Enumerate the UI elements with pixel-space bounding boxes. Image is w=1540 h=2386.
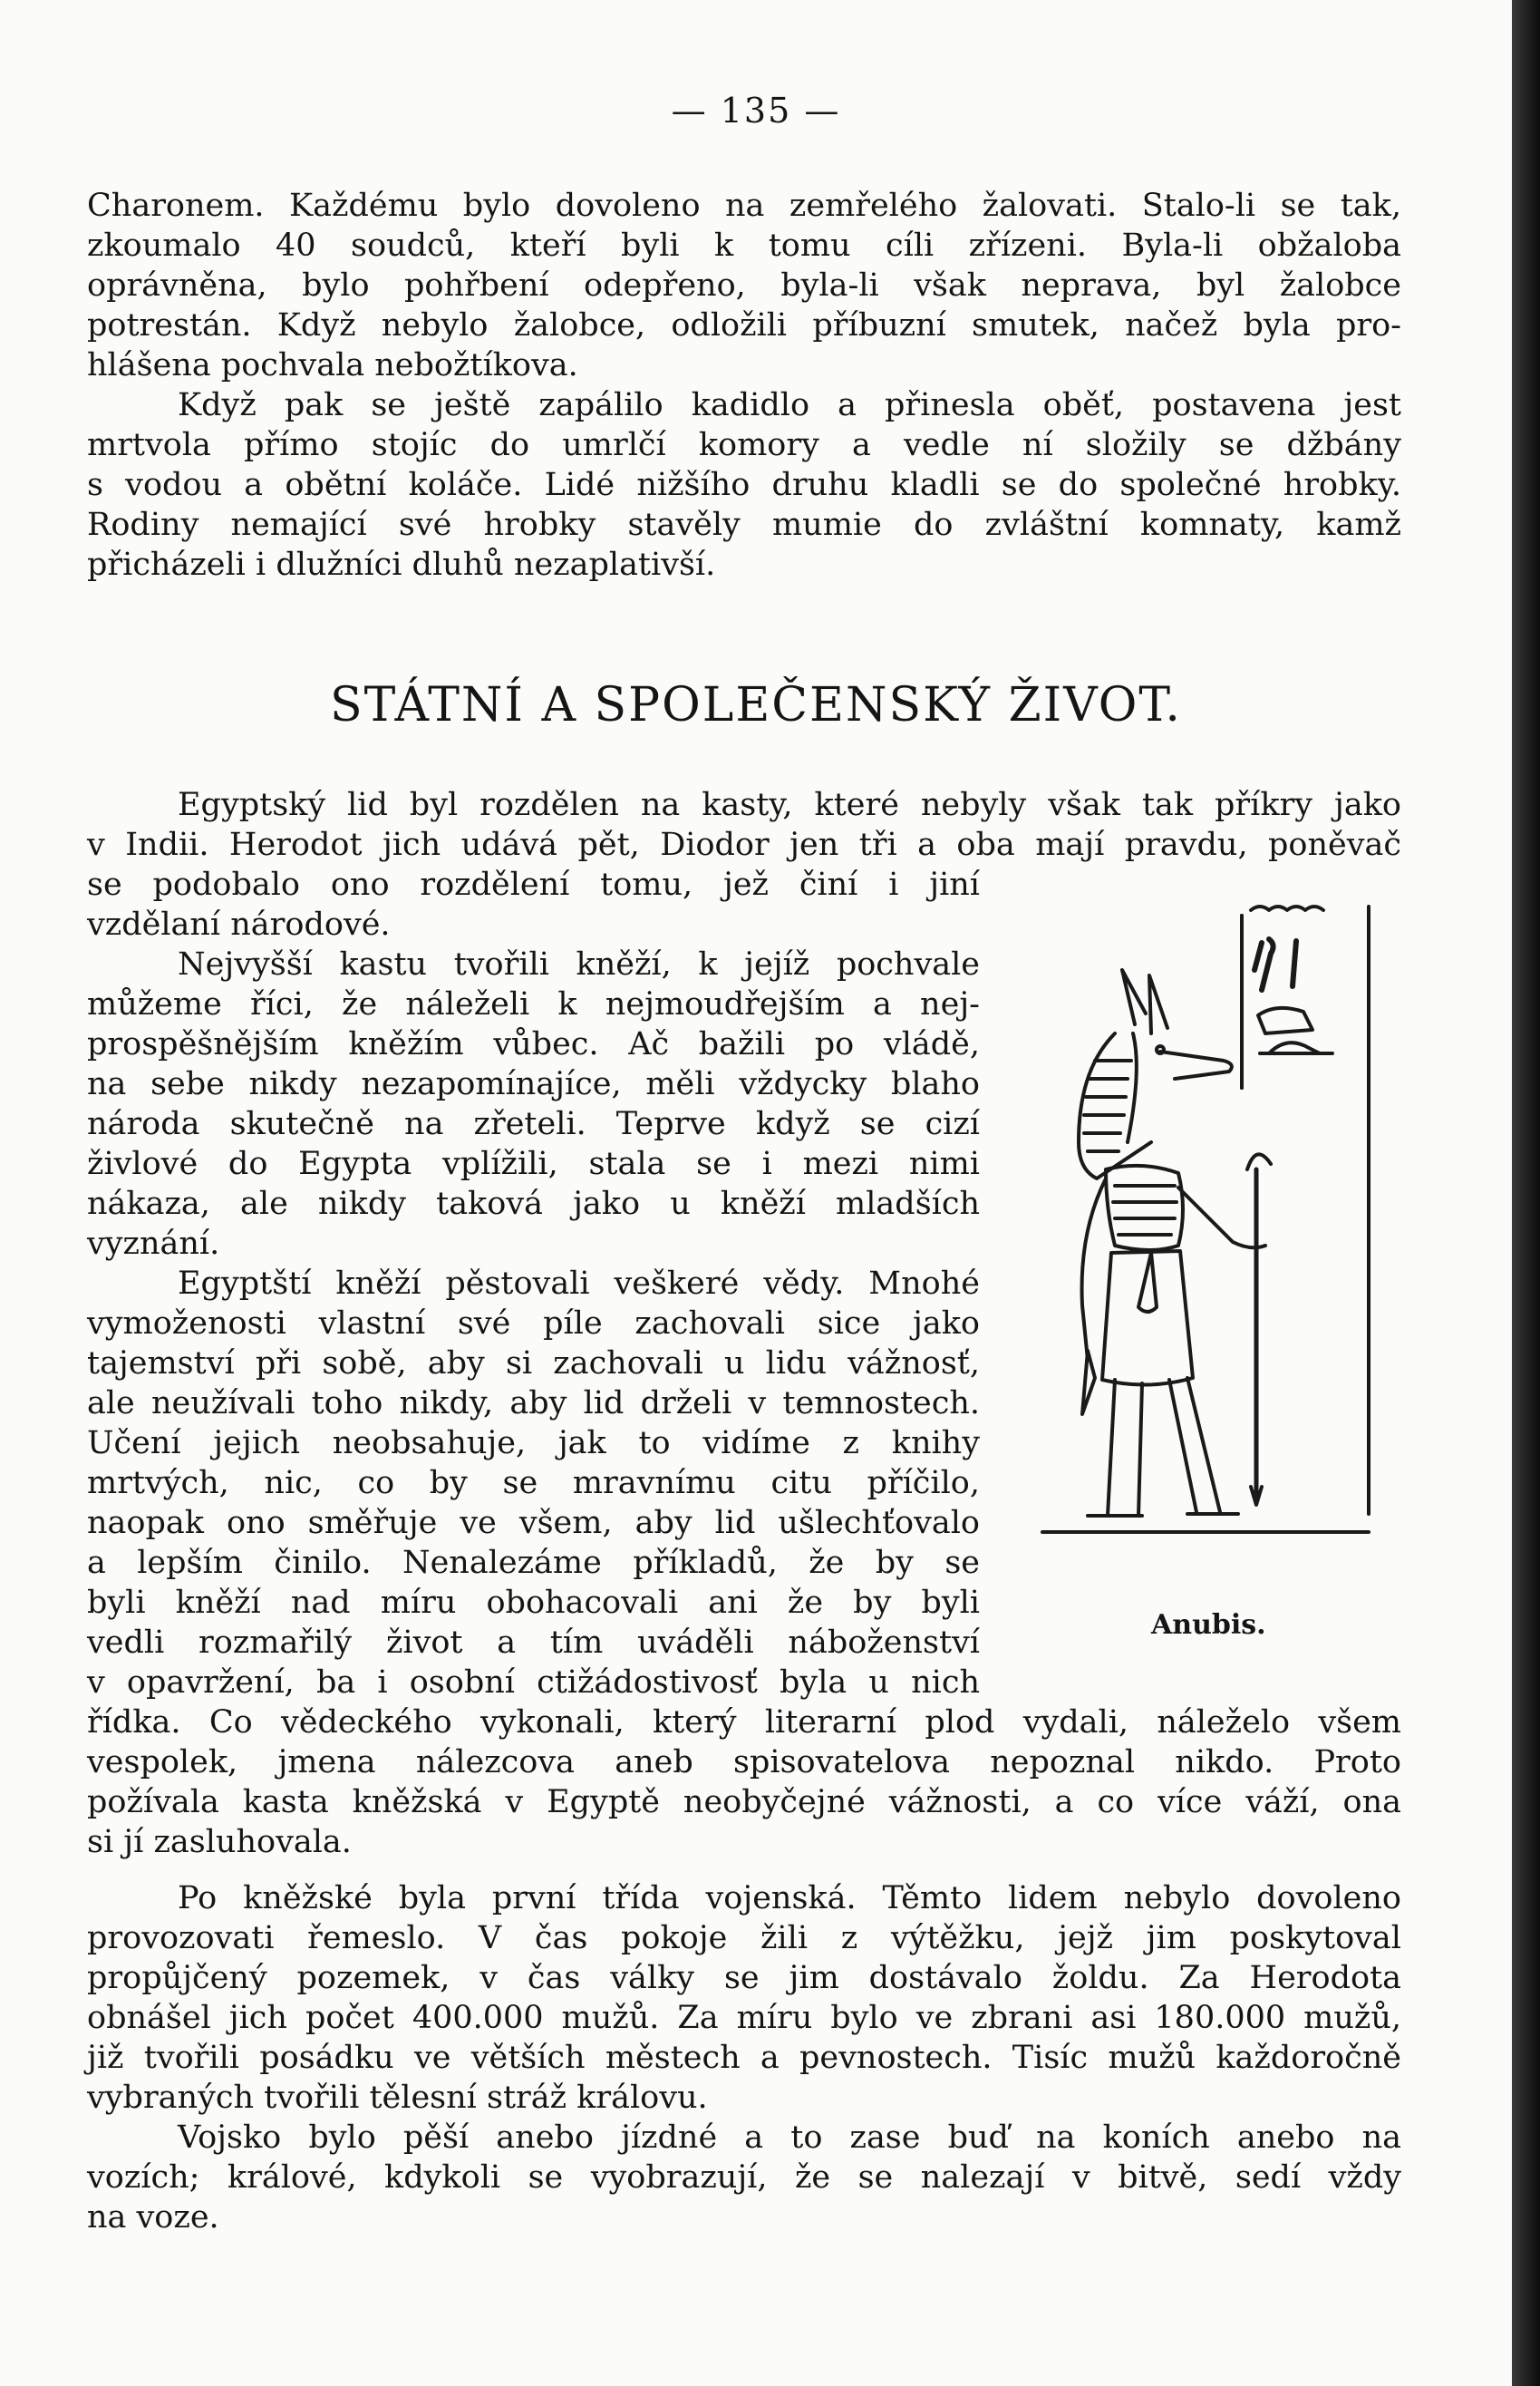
text-line: zkoumalo 40 soudců, kteří byli k tomu cíli zřízeni. Byla-li obžaloba xyxy=(87,228,1401,264)
text-line: Rodiny nemající své hrobky stavěly mumie do zvláštní komnaty, kamž xyxy=(87,507,1401,543)
text-line: se podobalo ono rozdělení tomu, jež činí i jiní xyxy=(87,867,980,903)
section-heading: STÁTNÍ A SPOLEČENSKÝ ŽIVOT. xyxy=(330,678,1182,732)
text-line: vedli rozmařilý život a tím uváděli náboženství xyxy=(87,1625,980,1661)
text-line: můžeme říci, že náleželi k nejmoudřejším a nej- xyxy=(87,986,980,1023)
text-line: s vodou a obětní koláče. Lidé nižšího druhu kladli se do společné hrobky. xyxy=(87,467,1401,503)
page-edge xyxy=(1512,0,1540,2386)
text-line: si jí zasluhovala. xyxy=(87,1824,352,1860)
text-line: řídka. Co vědeckého vykonali, který literarní plod vydali, náleželo všem xyxy=(87,1704,1401,1741)
text-line: národa skutečně na zřeteli. Teprve když se cizí xyxy=(87,1106,980,1142)
text-line: oprávněna, bylo pohřbení odepřeno, byla-li však neprava, byl žalobce xyxy=(87,267,1401,304)
text-line: a lepším činilo. Nenalezáme příkladů, že by se xyxy=(87,1545,980,1581)
text-line: potrestán. Když nebylo žalobce, odložili příbuzní smutek, načež byla pro- xyxy=(87,307,1401,344)
text-line: Když pak se ještě zapálilo kadidlo a přinesla oběť, postavena jest xyxy=(178,387,1401,423)
text-line: byli kněží nad míru obohacovali ani že by byli xyxy=(87,1585,980,1621)
text-line: vybraných tvořili tělesní stráž královu. xyxy=(87,2080,708,2116)
text-line: již tvořili posádku ve větších městech a pevnostech. Tisíc mužů každoročně xyxy=(87,2040,1401,2076)
text-line: tajemství při sobě, aby si zachovali u lidu vážnosť, xyxy=(87,1345,980,1382)
text-line: Vojsko bylo pěší anebo jízdné a to zase buď na koních anebo na xyxy=(178,2119,1401,2156)
text-line: provozovati řemeslo. V čas pokoje žili z výtěžku, jejž jim poskytoval xyxy=(87,1920,1401,1956)
anubis-figure xyxy=(1024,897,1387,1596)
text-line: mrtvých, nic, co by se mravnímu citu příčilo, xyxy=(87,1465,980,1501)
text-line: obnášel jich počet 400.000 mužů. Za míru bylo ve zbrani asi 180.000 mužů, xyxy=(87,2000,1401,2036)
text-line: vespolek, jmena nálezcova aneb spisovatelova nepoznal nikdo. Proto xyxy=(87,1744,1401,1780)
figure-caption: Anubis. xyxy=(1151,1609,1266,1641)
text-line: živlové do Egypta vplížili, stala se i mezi nimi xyxy=(87,1146,980,1182)
text-line: na voze. xyxy=(87,2199,219,2236)
text-line: nákaza, ale nikdy taková jako u kněží mladších xyxy=(87,1186,980,1222)
text-line: v Indii. Herodot jich udává pět, Diodor jen tři a oba mají pravdu, poněvač xyxy=(87,827,1401,863)
text-line: naopak ono směřuje ve všem, aby lid ušlechťovalo xyxy=(87,1505,980,1541)
text-line: prospěšnějším kněžím vůbec. Ač bažili po vládě, xyxy=(87,1026,980,1062)
text-line: Charonem. Každému bylo dovoleno na zemřelého žalovati. Stalo-li se tak, xyxy=(87,188,1401,224)
text-line: propůjčený pozemek, v čas války se jim dostávalo žoldu. Za Herodota xyxy=(87,1960,1401,1996)
text-line: vzdělaní národové. xyxy=(87,907,391,943)
text-line: mrtvola přímo stojíc do umrlčí komory a vedle ní složily se džbány xyxy=(87,427,1401,463)
text-line: na sebe nikdy nezapomínajíce, měli vždycky blaho xyxy=(87,1066,980,1102)
text-line: požívala kasta kněžská v Egyptě neobyčejné vážnosti, a co více váží, ona xyxy=(87,1784,1401,1820)
text-line: ale neužívali toho nikdy, aby lid drželi v temnostech. xyxy=(87,1385,980,1421)
text-line: vyznání. xyxy=(87,1226,220,1262)
text-line: přicházeli i dlužníci dluhů nezaplativší. xyxy=(87,547,716,583)
page-number: — 135 — xyxy=(671,91,841,131)
text-line: Egyptský lid byl rozdělen na kasty, které nebyly však tak příkry jako xyxy=(178,787,1401,823)
anubis-illustration xyxy=(1024,897,1387,1568)
text-line: Egyptští kněží pěstovali veškeré vědy. Mnohé xyxy=(178,1266,980,1302)
text-line: hlášena pochvala nebožtíkova. xyxy=(87,347,578,383)
text-line: Učení jejich neobsahuje, jak to vidíme z knihy xyxy=(87,1425,980,1461)
text-line: vozích; králové, kdykoli se vyobrazují, že se nalezají v bitvě, sedí vždy xyxy=(87,2159,1401,2196)
text-line: Nejvyšší kastu tvořili kněží, k jejíž pochvale xyxy=(178,946,980,983)
text-line: v opavržení, ba i osobní ctižádostivosť byla u nich xyxy=(87,1664,980,1701)
text-line: Po kněžské byla první třída vojenská. Těmto lidem nebylo dovoleno xyxy=(178,1880,1401,1916)
text-line: vymoženosti vlastní své píle zachovali sice jako xyxy=(87,1305,980,1342)
